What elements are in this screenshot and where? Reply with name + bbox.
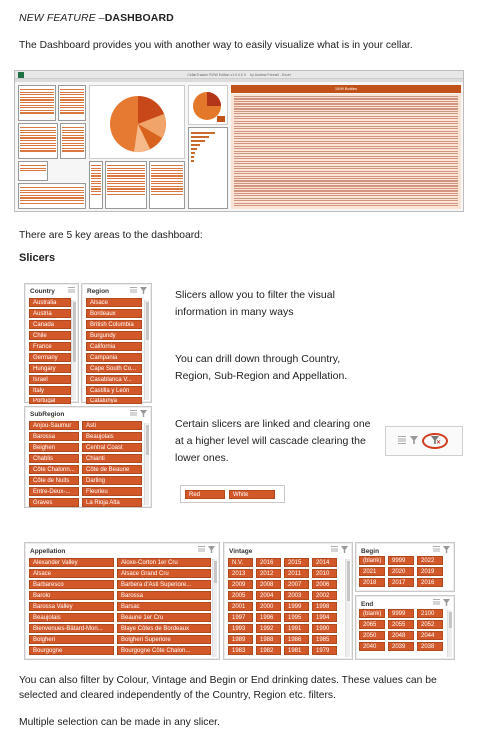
end-item[interactable]: 9999 xyxy=(388,609,414,618)
vintage-item[interactable]: 2011 xyxy=(284,569,309,578)
vintage-item[interactable]: 2000 xyxy=(256,602,281,611)
vintage-item[interactable]: 2009 xyxy=(228,580,253,589)
end-item[interactable]: 2050 xyxy=(359,631,385,640)
colour-item[interactable]: White xyxy=(229,490,275,499)
country-item[interactable]: Germany xyxy=(29,353,71,362)
subregion-item[interactable]: Côte de Beaune xyxy=(82,465,142,474)
region-item[interactable]: British Columbia xyxy=(86,320,142,329)
end-item[interactable]: 2040 xyxy=(359,642,385,651)
subregion-item[interactable]: Darling xyxy=(82,476,142,485)
region-item[interactable]: Bordeaux xyxy=(86,309,142,318)
appellation-item[interactable]: Barossa xyxy=(117,591,211,600)
appellation-item[interactable]: Alsace Grand Cru xyxy=(117,569,211,578)
region-item[interactable]: Cape South Co... xyxy=(86,364,142,373)
country-item[interactable]: France xyxy=(29,342,71,351)
vintage-item[interactable]: 1985 xyxy=(312,635,337,644)
begin-slicer-title: Begin xyxy=(361,548,380,555)
heading-title: DASHBOARD xyxy=(104,12,174,24)
appellation-slicer-title: Appellation xyxy=(30,548,66,555)
vintage-item[interactable]: 1993 xyxy=(228,624,253,633)
country-item[interactable]: Italy xyxy=(29,386,71,395)
heading-prefix: NEW FEATURE – xyxy=(19,12,105,24)
vintage-item[interactable]: 2014 xyxy=(312,558,337,567)
excel-icon xyxy=(18,72,24,78)
vintage-item[interactable]: 2013 xyxy=(228,569,253,578)
country-item[interactable]: Austria xyxy=(29,309,71,318)
appellation-item[interactable]: Alexander Valley xyxy=(29,558,114,567)
appellation-item[interactable]: Bourgogne xyxy=(29,646,114,655)
multi-select-icon[interactable] xyxy=(130,287,137,294)
close-icon: ✕ xyxy=(436,440,442,446)
vintage-item[interactable]: 1989 xyxy=(228,635,253,644)
vintage-item[interactable]: 1986 xyxy=(284,635,309,644)
clear-filter-callout xyxy=(385,426,463,456)
end-item[interactable]: 2052 xyxy=(417,620,443,629)
appellation-item[interactable]: Barossa Valley xyxy=(29,602,114,611)
begin-item[interactable]: 2016 xyxy=(417,578,443,587)
key-areas-text: There are 5 key areas to the dashboard: xyxy=(19,230,203,241)
intro-text: The Dashboard provides you with another way to easily visualize what is in your cellar. xyxy=(19,40,413,51)
multi-select-icon[interactable] xyxy=(130,410,137,417)
end-item[interactable]: 2048 xyxy=(388,631,414,640)
vintage-item[interactable]: N.V. xyxy=(228,558,253,567)
pie-chart-thumbnail xyxy=(90,86,186,160)
region-slicer-title: Region xyxy=(87,288,110,295)
vintage-item[interactable]: 1996 xyxy=(256,613,281,622)
multi-select-icon[interactable] xyxy=(198,546,205,553)
vintage-item[interactable]: 2010 xyxy=(312,569,337,578)
vintage-item[interactable]: 1994 xyxy=(312,613,337,622)
subregion-item[interactable]: Chablis xyxy=(29,454,79,463)
colour-item[interactable]: Red xyxy=(185,490,225,499)
appellation-item[interactable]: Blaye Côtes de Bordeaux xyxy=(117,624,211,633)
multi-select-icon[interactable] xyxy=(433,546,440,553)
region-item[interactable]: Burgundy xyxy=(86,331,142,340)
region-item[interactable]: Campania xyxy=(86,353,142,362)
vintage-item[interactable]: 2005 xyxy=(228,591,253,600)
begin-item[interactable]: 2018 xyxy=(359,578,385,587)
subregion-item[interactable]: Central Coast xyxy=(82,443,142,452)
vintage-item[interactable]: 1982 xyxy=(256,646,281,655)
vintage-item[interactable]: 2001 xyxy=(228,602,253,611)
begin-item[interactable]: (blank) xyxy=(359,556,385,565)
begin-item[interactable]: 9999 xyxy=(388,556,414,565)
subregion-item[interactable]: Graves xyxy=(29,498,79,507)
subregion-item[interactable]: Côte de Nuits xyxy=(29,476,79,485)
region-item[interactable]: Catalunya xyxy=(86,397,142,404)
end-slicer-title: End xyxy=(361,601,374,608)
vintage-slicer-title: Vintage xyxy=(229,548,253,555)
vintage-item[interactable]: 1988 xyxy=(256,635,281,644)
end-item[interactable]: 2065 xyxy=(359,620,385,629)
screenshot-titlebar: CellarTracker ROW Edition v1.0.0.0 X by Andrew Fennell - Excel xyxy=(15,71,463,79)
vintage-item[interactable]: 2016 xyxy=(256,558,281,567)
subregion-item[interactable]: Anjou-Saumur xyxy=(29,421,79,430)
multi-select-icon[interactable] xyxy=(331,546,338,553)
subregion-item[interactable]: Beaujolais xyxy=(82,432,142,441)
slicer-explainer-3: Certain slicers are linked and clearing one at a higher level will cascade clearing the lower ones. xyxy=(175,418,371,464)
vintage-item[interactable]: 1997 xyxy=(228,613,253,622)
subregion-item[interactable]: Entre-Deux-... xyxy=(29,487,79,496)
subregion-item[interactable]: Asti xyxy=(82,421,142,430)
clear-filter-icon[interactable] xyxy=(341,546,348,553)
vintage-item[interactable]: 2008 xyxy=(256,580,281,589)
subregion-item[interactable]: Côte Chalonn... xyxy=(29,465,79,474)
vintage-item[interactable]: 2012 xyxy=(256,569,281,578)
slicer-explainer-2: You can drill down through Country, Region, Sub-Region and Appellation. xyxy=(175,353,348,382)
vintage-item[interactable]: 1981 xyxy=(284,646,309,655)
country-item[interactable]: Chile xyxy=(29,331,71,340)
region-item[interactable]: Alsace xyxy=(86,298,142,307)
vintage-item[interactable]: 1998 xyxy=(312,602,337,611)
vintage-item[interactable]: 1995 xyxy=(284,613,309,622)
multi-select-icon[interactable] xyxy=(433,599,440,606)
vintage-item[interactable]: 2003 xyxy=(284,591,309,600)
dashboard-screenshot xyxy=(14,70,464,212)
region-item[interactable]: California xyxy=(86,342,142,351)
appellation-item[interactable]: Beaune 1er Cru xyxy=(117,613,211,622)
country-slicer-title: Country xyxy=(30,288,55,295)
slicer-explainer-1: Slicers allow you to filter the visual information in many ways xyxy=(175,289,335,318)
vintage-item[interactable]: 1999 xyxy=(284,602,309,611)
appellation-item[interactable]: Bienvenues-Bâtard-Mon... xyxy=(29,624,114,633)
filter-explainer: You can also filter by Colour, Vintage and Begin or End drinking dates. These values can be selected and cleared independently of the Country, Region etc. filters. xyxy=(19,675,437,701)
multi-select-icon[interactable] xyxy=(68,287,75,294)
clear-filter-icon[interactable] xyxy=(208,546,215,553)
vintage-item[interactable]: 2007 xyxy=(284,580,309,589)
region-item[interactable]: Casablanca V... xyxy=(86,375,142,384)
end-item[interactable]: 2044 xyxy=(417,631,443,640)
region-item[interactable]: Castilla y León xyxy=(86,386,142,395)
country-item[interactable]: Portugal xyxy=(29,397,71,404)
subregion-item[interactable]: Barossa xyxy=(29,432,79,441)
vintage-item[interactable]: 2004 xyxy=(256,591,281,600)
page-heading xyxy=(19,12,174,24)
begin-item[interactable]: 2017 xyxy=(388,578,414,587)
multi-select-note: Multiple selection can be made in any slicer. xyxy=(19,717,220,728)
end-item[interactable]: 2038 xyxy=(417,642,443,651)
country-item[interactable]: Australia xyxy=(29,298,71,307)
filter-icon xyxy=(410,436,418,444)
vintage-item[interactable]: 1979 xyxy=(312,646,337,655)
appellation-item[interactable]: Aloxe-Corton 1er Cru xyxy=(117,558,211,567)
appellation-item[interactable]: Alsace xyxy=(29,569,114,578)
vintage-item[interactable]: 1991 xyxy=(284,624,309,633)
vintage-item[interactable]: 2015 xyxy=(284,558,309,567)
appellation-item[interactable]: Bourgogne Côte Chalon... xyxy=(117,646,211,655)
appellation-item[interactable]: Barbera d'Asti Superiore... xyxy=(117,580,211,589)
appellation-item[interactable]: Beaujolais xyxy=(29,613,114,622)
appellation-item[interactable]: Barolo xyxy=(29,591,114,600)
subregion-item[interactable]: La Rioja Alta xyxy=(82,498,142,507)
begin-item[interactable]: 2020 xyxy=(388,567,414,576)
clear-filter-icon[interactable] xyxy=(140,410,147,417)
begin-item[interactable]: 2019 xyxy=(417,567,443,576)
clear-filter-icon[interactable] xyxy=(140,287,147,294)
slicers-heading: Slicers xyxy=(19,252,56,264)
appellation-item[interactable]: Bolgheri xyxy=(29,635,114,644)
end-item[interactable]: (blank) xyxy=(359,609,385,618)
vintage-item[interactable]: 1983 xyxy=(228,646,253,655)
begin-item[interactable]: 2021 xyxy=(359,567,385,576)
subregion-item[interactable]: Beighen xyxy=(29,443,79,452)
begin-item[interactable]: 2022 xyxy=(417,556,443,565)
appellation-item[interactable]: Barbaresco xyxy=(29,580,114,589)
bottles-banner: 1599 Bottles xyxy=(231,85,461,93)
end-item[interactable]: 2055 xyxy=(388,620,414,629)
multi-select-icon xyxy=(398,436,406,444)
appellation-item[interactable]: Barsac xyxy=(117,602,211,611)
end-item[interactable]: 2039 xyxy=(388,642,414,651)
subregion-item[interactable]: Chianti xyxy=(82,454,142,463)
vintage-item[interactable]: 2002 xyxy=(312,591,337,600)
end-item[interactable]: 2100 xyxy=(417,609,443,618)
subregion-item[interactable]: Fleurieu xyxy=(82,487,142,496)
country-item[interactable]: Hungary xyxy=(29,364,71,373)
clear-filter-icon[interactable] xyxy=(443,599,450,606)
vintage-item[interactable]: 2006 xyxy=(312,580,337,589)
appellation-item[interactable]: Bolgheri Superiore xyxy=(117,635,211,644)
clear-filter-icon[interactable] xyxy=(443,546,450,553)
vintage-item[interactable]: 1990 xyxy=(312,624,337,633)
country-item[interactable]: Canada xyxy=(29,320,71,329)
vintage-item[interactable]: 1992 xyxy=(256,624,281,633)
subregion-slicer-title: SubRegion xyxy=(30,411,65,418)
country-item[interactable]: Israel xyxy=(29,375,71,384)
